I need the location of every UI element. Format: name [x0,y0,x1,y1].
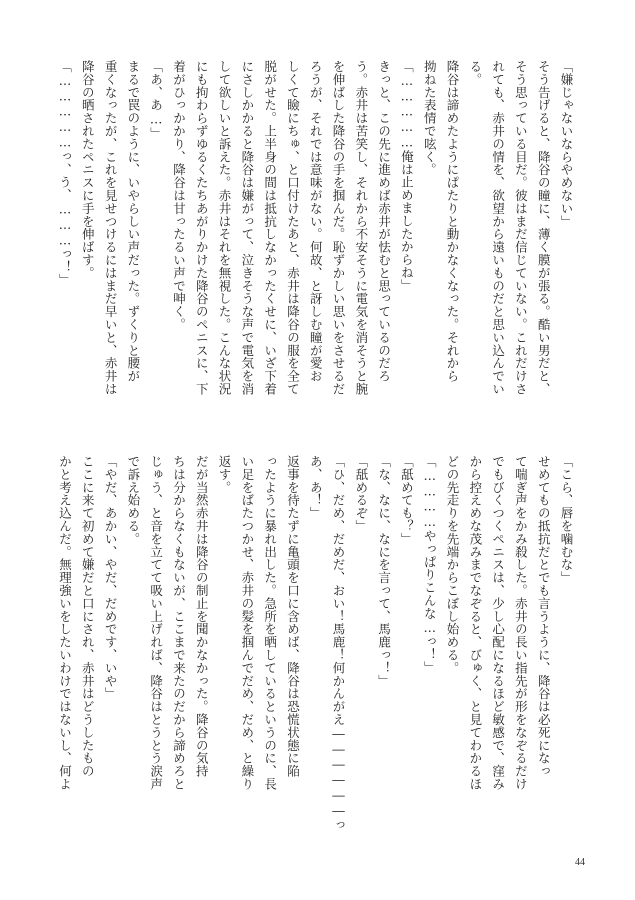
text-line: から控えめな茂みまでなぞると、びゅく、と見てわかるほ [467,455,483,791]
text-line: 「舐めても？」 [399,455,415,546]
text-line: あ、あ！」 [308,455,324,520]
text-line: じゅう、と音を立てて吸い上げれば、降谷はとうとう涙声 [148,455,164,791]
text-line: でもびくつくペニスは、少し心配になるほど敏感で、窪み [490,455,506,791]
text-line: 拗ねた表情で呟く。 [422,60,438,177]
text-line: きっと、この先に進めば赤井が怯むと思っているのだろ [376,60,392,383]
text-line: 「あ、あ…」 [148,60,164,140]
text-line: 「やだ、あかい、やだ、だめです、いや」 [103,455,119,701]
upper-text-block [53,60,577,420]
text-line: にも拘わらずゆるくたちあがりかけた降谷のペニスに、下 [194,60,210,396]
text-line: 「嫌じゃないならやめない」 [559,60,574,228]
text-line: せめてもの抵抗だとでも言うように、降谷は必死になっ [536,455,552,778]
text-line: ここに来て初めて嫌だと口にされ、赤井はどうしたもの [80,455,96,778]
text-line: そう告げると、降谷の瞳に、薄く膜が張る。酷い男だと、 [536,60,552,396]
text-line: ちは分からなくもないが、ここまで来たのだから諦めろと [171,455,187,791]
text-line: 降谷の晒されたペニスに手を伸ばす。 [80,60,96,280]
text-line: 「…………やっぱりこんな…っ！」 [422,455,438,674]
text-line: で訴え始める。 [125,455,141,546]
text-line: て喘ぎ声をかみ殺した。赤井の長い指先が形をなぞるだけ [513,455,529,791]
text-line: そう思っている目だ。彼はまだ信じていない。これだけさ [513,60,529,396]
text-line: 「な、なに、なにを言って、馬鹿っ！」 [376,455,392,688]
text-line: 脱がせた。上半身の間は抵抗しなかったくせに、いざ下着 [262,60,278,396]
lower-text-block [53,455,577,833]
text-line: 重くなったが、これを見せつけるにはまだ早いと、赤井は [103,60,119,396]
text-line: まるで罠のように、いやらしい声だった。ずくりと腰が [125,60,141,383]
text-line: い足をばたつかせ、赤井の髪を掴んでだめ、だめ、と繰り [239,455,255,791]
text-line: 返す。 [217,455,233,494]
text-line: 降谷は諦めたようにぱたりと動かなくなった。それから [445,60,461,383]
text-line: ろうが、それでは意味がない。何故、と訝しむ瞳が愛お [308,60,324,383]
text-line: 「……………っ、う、………っ！」 [57,60,73,287]
text-line: かと考え込んだ。無理強いをしたいわけではないし、何よ [57,455,73,791]
text-line: しくて瞼にちゅ、と口付けたあと、赤井は降谷の服を全て [285,60,301,396]
text-line: どの先走りを先端からこぼし始める。 [445,455,461,675]
text-line: 「こら、唇を噛むな」 [559,455,574,584]
text-line: う。赤井は苦笑し、それから不安そうに電気を消そうと腕 [353,60,369,396]
text-line: にさしかかると降谷は嫌がって、泣きそうな声で電気を消 [239,60,255,396]
text-line: して欲しいと訴えた。赤井はそれを無視した。こんな状況 [217,60,233,396]
text-line: 「……………俺は止めましたからね」 [399,60,415,292]
text-line: ったように暴れ出した。急所を晒しているというのに、長 [262,455,278,791]
text-line: を伸ばした降谷の手を掴んだ。恥ずかしい思いをさせるだ [331,60,347,396]
text-line: だが当然赤井は降谷の制止を聞かなかった。降谷の気持 [194,455,210,778]
text-line: 着がひっかかり、降谷は甘ったるい声で呻く。 [171,60,187,331]
text-line: れても、赤井の情を、欲望から遠いものだと思い込んでい [490,60,506,396]
text-line: 「ひ、だめ、だめだ、おい！馬鹿！何かんがえ――――――っ [331,455,347,832]
text-line: る。 [467,60,483,86]
page-number: 44 [575,857,585,868]
text-line: 返事を待たずに亀頭を口に含めば、降谷は恐慌状態に陥 [285,455,301,778]
text-line: 「舐めるぞ」 [353,455,369,533]
